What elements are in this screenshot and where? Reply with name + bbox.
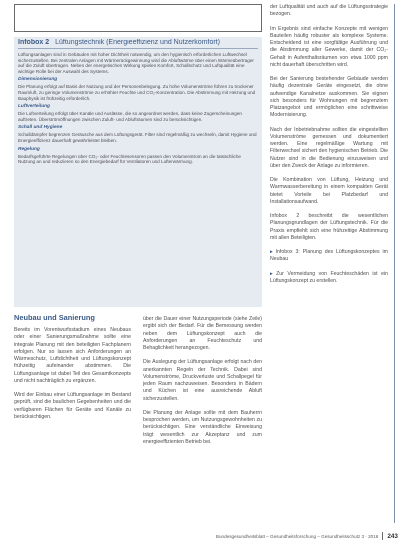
- paragraph: Wird der Einbau einer Lüftungsanlage im Bestand geprüft, sind die baulichen Gegebenheiten und die verfügbaren Flächen für Geräte und Kanäle zu berücksichtigen.: [14, 392, 131, 420]
- arrow-item-text: Zur Vermeidung von Feuchteschäden ist ein Lüftungskonzept zu erstellen.: [270, 270, 388, 284]
- infobox-section-text: Die Planung erfolgt auf Basis der Nutzung und der Personenbelegung. Zu hohe Volumenströme führen zu trockener Raumluft, zu geringe Volumenströme zu erhöhter Feuchte und CO₂-Konzentration. Die Abstimmung mit Heizung und Bauphysik ist frühzeitig erforderlich.: [18, 84, 256, 101]
- arrow-icon: ▸: [270, 249, 276, 255]
- paragraph: Im Ergebnis sind einfache Konzepte mit wenigen Bauteilen häufig robuster als komplexe Systeme. Entscheidend ist eine sorgfältige Ausführung und die Abstimmung aller Gewerke, damit der CO₂-Gehalt in Aufenthaltsräumen von etwa 1000 ppm nicht dauerhaft überschritten wird.: [270, 25, 388, 68]
- paragraph: Die Kombination von Lüftung, Heizung und Warmwasserbereitung in einem kompakten Gerät bietet Vorteile bei Platzbedarf und Installationsaufwand.: [270, 177, 388, 205]
- infobox-section-heading: Dimensionierung: [18, 77, 58, 83]
- infobox-section-text: Bedarfsgeführte Regelungen über CO₂- oder Feuchtesensoren passen den Volumenstrom an die tatsächliche Nutzung an und reduzieren so den Energiebedarf für Ventilatoren und Lufterwärmung.: [18, 153, 241, 165]
- footer-divider: [382, 532, 383, 540]
- page-footer: [210, 531, 398, 541]
- arrow-item: [270, 249, 388, 264]
- arrow-item: [270, 271, 388, 286]
- arrow-item-text: Infobox 3: Planung des Lüftungskonzeptes im Neubau: [270, 249, 388, 263]
- infobox-header: [18, 39, 258, 49]
- paragraph: Die Auslegung der Lüftungsanlage erfolgt nach den anerkannten Regeln der Technik. Dabei sind Volumenströme, Druckverluste und Schallpegel für jeden Raum nachzuweisen. Besonders in Bädern und Küchen ist eine ausreichende Abluft sicherzustellen.: [143, 359, 262, 402]
- top-box: [14, 4, 262, 32]
- paragraph: Infobox 2 beschreibt die wesentlichen Planungsgrundlagen der Lüftungstechnik. Für die Praxis empfiehlt sich eine frühzeitige Abstimmung mit allen Beteiligten.: [270, 213, 388, 241]
- paragraph: Nach der Inbetriebnahme sollten die eingestellten Volumenströme gemessen und dokumentiert werden. Eine regelmäßige Wartung mit Filterwechsel sichert den hygienischen Betrieb. Die Nutzer sind in die Bedienung einzuweisen und über den Zweck der Anlage zu informieren.: [270, 126, 388, 169]
- infobox-title: Lüftungstechnik (Energieeffizienz und Nutzerkomfort): [55, 39, 220, 46]
- paragraph: Die Planung der Anlage sollte mit dem Bauherrn besprochen werden, um Nutzungsgewohnheiten zu berücksichtigen. Eine verständliche Einweisung trägt wesentlich zur Akzeptanz und zum energieeffizienten Betrieb bei.: [143, 409, 262, 445]
- margin-rule: [394, 4, 395, 523]
- paragraph: Bei der Sanierung bestehender Gebäude werden häufig dezentrale Geräte eingesetzt, die ohne aufwendige Kanalnetze auskommen. Sie eignen sich besonders für Wohnungen mit begrenztem Platzangebot und ermöglichen eine schrittweise Modernisierung.: [270, 76, 388, 119]
- middle-column: [143, 316, 262, 523]
- footer-journal: Bundesgesundheitsblatt – Gesundheitsforschung – Gesundheitsschutz 3 · 2016: [215, 533, 379, 539]
- paragraph: der Luftqualität und auch auf die Lüftungsstrategie bezogen.: [270, 4, 388, 18]
- left-column: [14, 327, 131, 523]
- paragraph: Bereits im Vorentwurfsstadium eines Neubaus oder einer Sanierungsmaßnahme sollte eine integrale Planung mit den beteiligten Fachplanern erfolgen. Nur so lassen sich Anforderungen an Wärmeschutz, Luftdichtheit und Lüftungskonzept frühzeitig aufeinander abstimmen. Die Lüftungsanlage ist dabei Teil des Gesamtkonzepts und nicht nachträglich zu ergänzen.: [14, 327, 131, 384]
- arrow-icon: ▸: [270, 270, 277, 277]
- infobox-section-text: Die Luftverteilung erfolgt über Kanäle und Auslässe, die so angeordnet werden, dass keine Zugerscheinungen auftreten. Überströmöffnungen zwischen Zuluft- und Ablufträumen sind zu berücksichtigen.: [18, 111, 242, 122]
- page-number: 243: [387, 532, 398, 540]
- infobox-section-text: Schalldämpfer begrenzen Geräusche aus dem Lüftungsgerät. Filter sind regelmäßig zu wechseln, damit Hygiene und Energieeffizienz dauerhaft gewährleistet bleiben.: [18, 132, 257, 143]
- infobox-section-heading: Luftverteilung: [18, 104, 50, 110]
- infobox-section-heading: Regelung: [18, 146, 40, 152]
- right-column: [270, 4, 388, 523]
- infobox-label: Infobox 2: [18, 39, 50, 46]
- infobox-section-heading: Schall und Hygiene: [18, 125, 63, 131]
- section-heading: Neubau und Sanierung: [14, 313, 95, 322]
- infobox-intro: Lüftungsanlagen sind in Gebäuden mit hoher Dichtheit notwendig, um den hygienisch erforderlichen Luftwechsel sicherzustellen. Bei zentralen Anlagen mit Wärmerückgewinnung wird die Abluftwärme über einen Wärmeübertrager auf die Zuluft übertragen. Neben der energetischen Wirkung spielen Komfort, Schallschutz und Luftqualität eine wichtige Rolle bei der Auswahl des Systems.: [18, 52, 254, 74]
- paragraph: über die Dauer einer Nutzungsperiode (siehe Zeile) ergibt sich der Bedarf. Für die Bemessung werden neben dem Lüftungskonzept auch die Anforderungen an Feuchteschutz und Behaglichkeit herangezogen.: [143, 316, 262, 351]
- infobox: [14, 37, 262, 307]
